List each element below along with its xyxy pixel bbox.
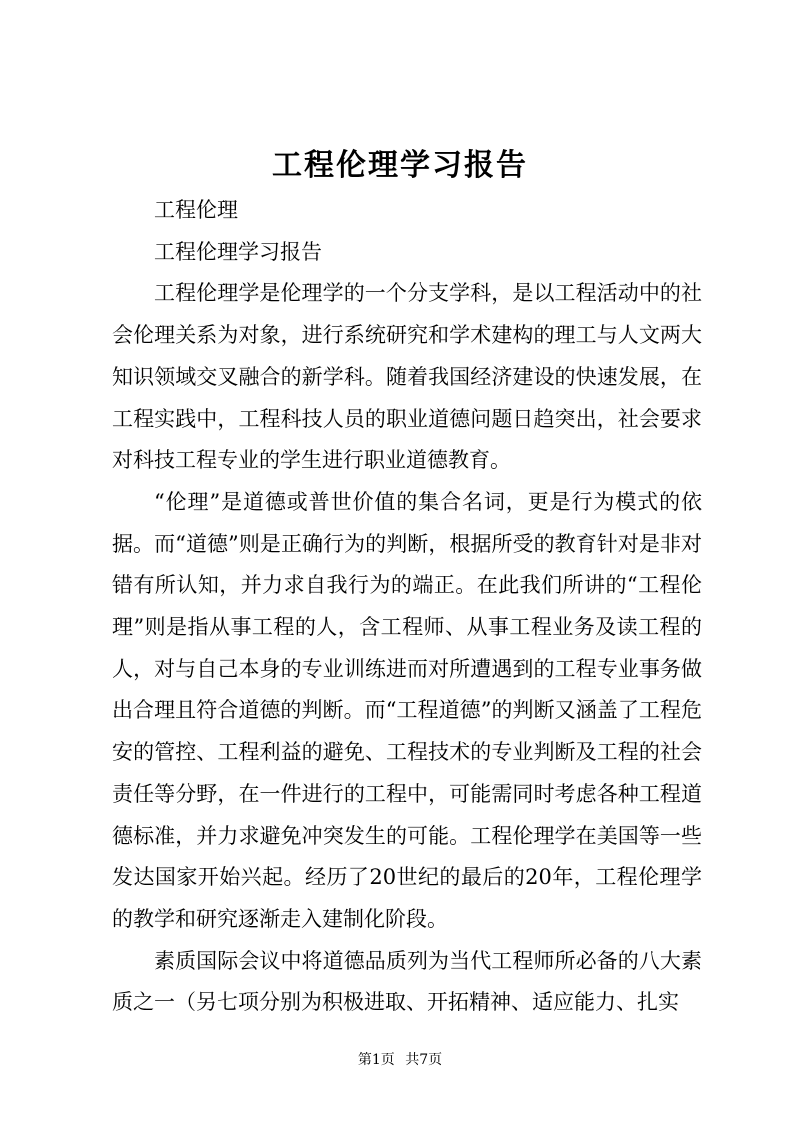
page-footer bbox=[0, 1049, 800, 1069]
document-body bbox=[112, 190, 702, 1024]
paragraph: “伦理”是道德或普世价值的集合名词，更是行为模式的依据。而“道德”则是正确行为的判断，根据所受的教育针对是非对错有所认知，并力求自我行为的端正。在此我们所讲的“工程伦理”则是指从事工程的人，含工程师、从事工程业务及读工程的人，对与自己本身的专业训练进而对所遭遇到的工程专业事务做出合理且符合道德的判断。而“工程道德”的判断又涵盖了工程危安的管控、工程利益的避免、工程技术的专业判断及工程的社会责任等分野，在一件进行的工程中，可能需同时考虑各种工程道德标准，并力求避免冲突发生的可能。工程伦理学在美国等一些发达国家开始兴起。经历了20世纪的最后的20年，工程伦理学的教学和研究逐渐走入建制化阶段。 bbox=[112, 489, 702, 931]
paragraph: 素质国际会议中将道德品质列为当代工程师所必备的八大素质之一（另七项分别为积极进取、开拓精神、适应能力、扎实 bbox=[112, 948, 702, 1015]
paragraph-heading-1: 工程伦理 bbox=[154, 198, 238, 222]
document-title: 工程伦理学习报告 bbox=[272, 148, 528, 183]
page-total: 共7页 bbox=[405, 1052, 443, 1068]
page-number: 第1页 bbox=[357, 1052, 395, 1068]
paragraph-heading-2: 工程伦理学习报告 bbox=[154, 239, 322, 264]
paragraph: 工程伦理学是伦理学的一个分支学科，是以工程活动中的社会伦理关系为对象，进行系统研究和学术建构的理工与人文两大知识领域交叉融合的新学科。随着我国经济建设的快速发展，在工程实践中，工程科技人员的职业道德问题日趋突出，社会要求对科技工程专业的学生进行职业道德教育。 bbox=[112, 281, 702, 473]
